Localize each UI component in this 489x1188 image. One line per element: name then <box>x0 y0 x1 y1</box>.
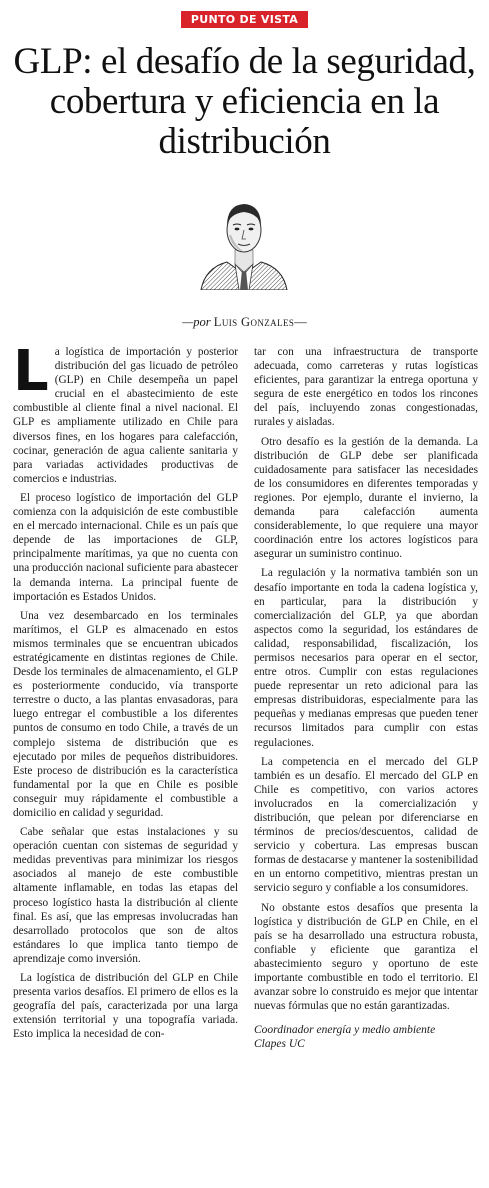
paragraph: Una vez desembarcado en los terminales marítimos, el GLP es almacenado en estos mismos terminales que se encuentran ubicados estratégicamente en distintas regiones de Chile. Desde los terminales de almacenamiento, el GLP es posteriormente conducido, vía transporte terrestre o ducto, a las plantas envasadoras, para luego entregar el combustible a los diferentes puntos de consumo en todo Chile, a través de un complejo sistema de distribución que es ejecutado por miles de pequeños distribuidores. Este proceso de distribución es la característica fundamental por la que en Chile es posible conseguir muy rápidamente el combustible a domicilio en calidad y seguridad. <box>13 609 238 819</box>
author-affiliation: Clapes UC <box>254 1038 305 1051</box>
paragraph: La competencia en el mercado del GLP también es un desafío. El mercado del GLP en Chile es competitivo, con varios actores involucrados en la comercialización y distribución, que pelean por diferenciarse en términos de precios/descuentos, calidad de servicio y cobertura. Las empresas buscan formas de destacarse y mantener la sostenibilidad en un entorno competitivo, mientras prestan un servicio seguro y confiable a los consumidores. <box>254 755 478 895</box>
author-role: Coordinador energía y medio ambiente <box>254 1024 436 1037</box>
author-name: Luis Gonzales <box>213 315 295 329</box>
author-portrait <box>199 190 289 290</box>
headline: GLP: el desafío de la seguridad, cobertura y eficiencia en la distribución <box>13 41 476 162</box>
paragraph: La regulación y la normativa también son un desafío importante en toda la cadena logística y, en particular, para la distribución y comercialización del GLP, ya que abordan aspectos como la seguridad, los estándares de calidad, responsabilidad, fiscalización, los permisos necesarios para operar en el sector, entre otros. Cumplir con estas regulaciones puede representar un reto adicional para las empresas distribuidoras, especialmente para las pequeñas y medianas empresas que pueden tener recursos limitados para cumplir con estas regulaciones. <box>254 567 478 749</box>
paragraph: Cabe señalar que estas instalaciones y su operación cuentan con sistemas de seguridad y medidas preventivas para minimizar los riesgos asociados al manejo de este combustible altamente inflamable, en todas las etapas del proceso logístico hasta la distribución al cliente final. Es así, que las empresas involucradas han desarrollado protocolos que son de altos estándares lo que implica tanto tiempo de aprendizaje como inversión. <box>13 826 238 965</box>
section-label: PUNTO DE VISTA <box>181 11 308 28</box>
paragraph: La logística de importación y posterior distribución del gas licuado de petróleo (GLP) en Chile desempeña un papel crucial en el abastecimiento de este combustible al cliente final a nivel nacional. El GLP es ampliamente utilizado en Chile para diversos fines, en los hogares para calefacción, cocinar, generación de agua caliente sanitaria y para variadas actividades productivas de comercios e industrias. <box>13 339 238 485</box>
paragraph: No obstante estos desafíos que presenta la logística y distribución de GLP en Chile, en el país se ha desarrollado una estructura robusta, confiable y eficiente que garantiza el abastecimiento seguro y oportuno de este importante combustible en todo el territorio. El avanzar sobre lo construido es mejor que intentar nuevas fórmulas que no están garantizadas. <box>254 901 478 1013</box>
paragraph: tar con una infraestructura de transporte adecuada, como carreteras y rutas logísticas eficientes, para garantizar la entrega oportuna y segura de este energético en todos los rincones del país, incluyendo zonas congestionadas, rurales y aisladas. <box>254 346 478 429</box>
paragraph: La logística de distribución del GLP en Chile presenta varios desafíos. El primero de ellos es la geografía del país, caracterizada por una larga extensión territorial y una topografía variada. Esto implica la necesidad de con- <box>13 972 238 1041</box>
dropcap: L <box>13 339 49 404</box>
paragraph: Otro desafío es la gestión de la demanda. La distribución de GLP debe ser planificada cuidadosamente para satisfacer las necesidades de los consumidores en diferentes temporadas y regiones. Por ejemplo, durante el invierno, la demanda para calefacción aumenta considerablemente, lo que requiere una mayor coordinación entre los actores logísticos para asegurar un suministro continuo. <box>254 435 478 561</box>
portrait-illustration <box>199 190 289 290</box>
byline <box>0 315 489 330</box>
article-column-left <box>13 339 238 1047</box>
author-signature <box>254 1023 478 1051</box>
byline-suffix: — <box>294 315 307 329</box>
byline-prefix: —por <box>182 315 211 329</box>
article-column-right <box>254 345 478 1056</box>
paragraph: El proceso logístico de importación del GLP comienza con la adquisición de este combustible en el mercado internacional. Chile es un país que depende de las importaciones de GLP, principalmente marítimas, ya que no cuenta con una producción nacional suficiente para abastecer la demanda interna. La principal fuente de importación es Estados Unidos. <box>13 491 238 603</box>
section-tag <box>0 8 489 28</box>
